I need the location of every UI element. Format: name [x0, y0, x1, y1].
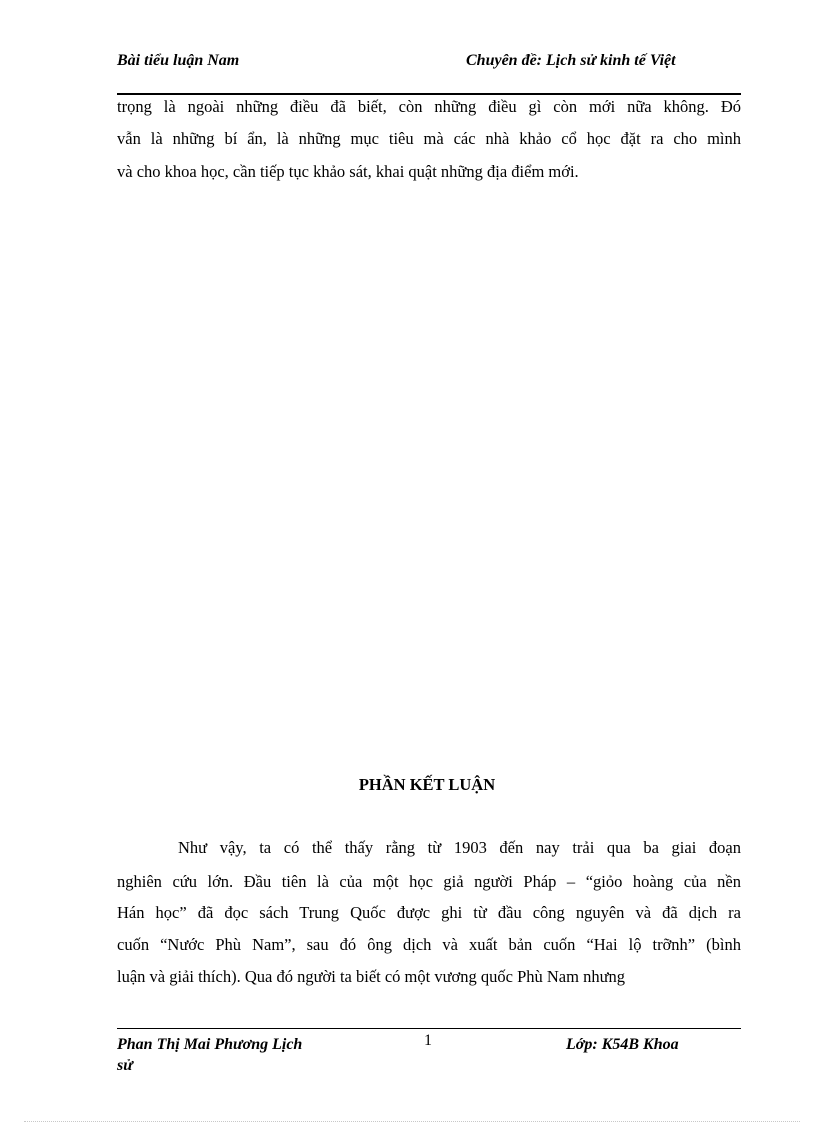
section-title: PHẦN KẾT LUẬN [358, 775, 496, 794]
paragraph-line: Như vậy, ta có thể thấy rằng từ 1903 đến nay trải qua ba giai đoạn [178, 838, 741, 857]
header-title-left: Bài tiểu luận Nam [117, 52, 240, 69]
footer-divider [117, 1028, 741, 1029]
paragraph-line: và cho khoa học, cần tiếp tục khảo sát, khai quật những địa điểm mới. [117, 162, 579, 181]
paragraph-line: vẫn là những bí ẩn, là những mục tiêu mà các nhà khảo cổ học đặt ra cho mình [117, 129, 741, 148]
paragraph-line: nghiên cứu lớn. Đầu tiên là của một học giả người Pháp – “giỏo hoàng của nền [117, 872, 741, 891]
paragraph-line: Hán học” đã đọc sách Trung Quốc được ghi từ đầu công nguyên và đã dịch ra [117, 903, 741, 922]
paragraph-line: luận và giải thích). Qua đó người ta biết có một vương quốc Phù Nam nhưng [117, 967, 626, 986]
footer-class: Lớp: K54B Khoa [566, 1036, 679, 1053]
page-bottom-edge [24, 1121, 800, 1122]
header-title-right: Chuyên đề: Lịch sử kinh tế Việt [466, 52, 676, 69]
footer-author: Phan Thị Mai Phương Lịch sử [117, 1036, 303, 1074]
paragraph-line: cuốn “Nước Phù Nam”, sau đó ông dịch và xuất bản cuốn “Hai lộ trỡnh” (bình [117, 935, 741, 954]
page-number: 1 [424, 1032, 432, 1049]
paragraph-line: trọng là ngoài những điều đã biết, còn những điều gì còn mới nữa không. Đó [117, 97, 741, 116]
header-divider [117, 93, 741, 95]
